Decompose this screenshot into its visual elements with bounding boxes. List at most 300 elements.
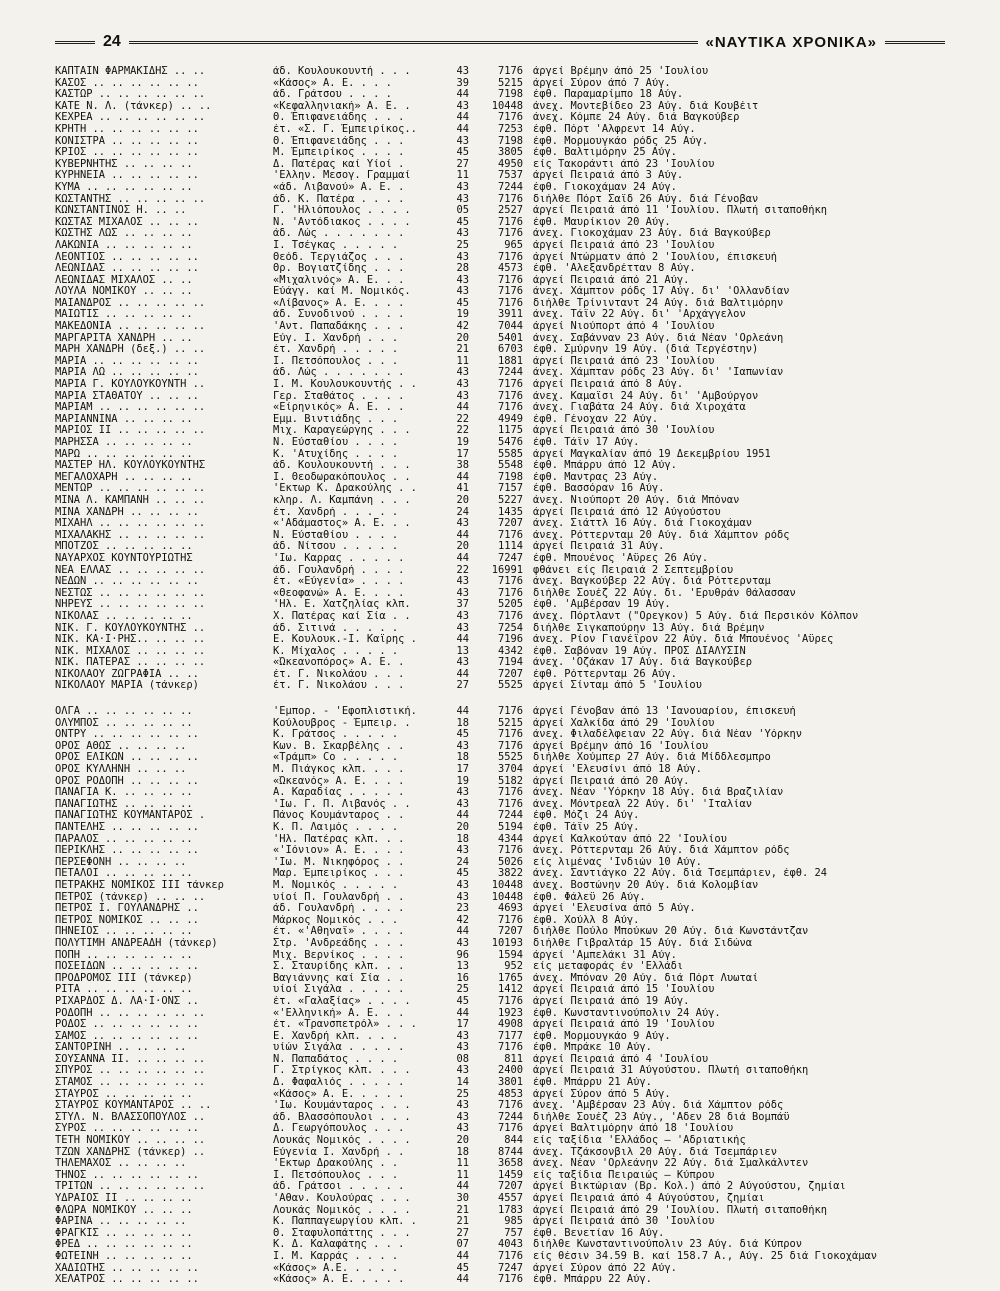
page-header [55, 32, 945, 52]
ship-year: 27 [456, 158, 469, 170]
ship-status: φθάνει είς Πειραιά 2 Σεπτεμβρίου [533, 564, 734, 576]
ship-status: έφθ. Μόζι 24 Αύγ. [533, 810, 640, 822]
ship-row [55, 541, 935, 553]
ship-tonnage: 7176 [497, 576, 523, 588]
ship-status: άνεχ. Χάμπταν ρόδς 23 Αύγ. δι' 'Ιαπωνίαν [533, 367, 784, 379]
ship-status: έφθ. Σαβόναν 19 Αύγ. ΠΡΟΣ ΔΙΑΛΥΣΙΝ [533, 645, 746, 657]
ship-owner: άδ. Γράτσοι . . . . . [273, 1181, 405, 1193]
ship-owner: Μάρκος Νομικός . . . [273, 914, 399, 926]
ship-name: ΠΑΝΤΕΛΗΣ .. .. .. .. .. [55, 822, 199, 833]
ship-owner: έτ. «Τρανσπετρόλ» . . . [273, 1019, 417, 1031]
ship-name: ΚΩΣΤΗΣ ΛΩΣ .. .. .. .. [55, 228, 193, 240]
ship-name: ΤΕΤΗ ΝΟΜΙΚΟΥ .. .. .. .. [55, 1135, 206, 1147]
ship-owner: Ν. Παπαδάτος . . . . [273, 1053, 399, 1065]
ship-owner: Ι. Πετσόπουλος . . . [273, 355, 399, 367]
ship-tonnage: 7176 [497, 587, 523, 599]
ship-year: 44 [456, 634, 469, 646]
ship-status: άνεχ. Πόρτλαντ ("Ορεγκον) 5 Αύγ. διά Περσικόν Κόλπον [533, 610, 859, 622]
ship-tonnage: 5476 [497, 437, 523, 448]
ship-tonnage: 4949 [497, 413, 523, 425]
page-number: 24 [103, 33, 121, 50]
header-rule-left [55, 41, 95, 44]
ship-tonnage: 7176 [497, 787, 523, 799]
ship-tonnage: 7198 [497, 89, 523, 101]
ship-status: έφθ. Μαντρας 23 Αύγ. [533, 471, 659, 483]
ship-name: ΦΛΩΡΑ ΝΟΜΙΚΟΥ .. .. .. [55, 1204, 193, 1216]
ship-tonnage: 6703 [497, 344, 523, 356]
ship-owner: Λουκάς Νομικός . . . . [273, 1204, 411, 1216]
ship-status: έφθ. Ρόττερνταμ 26 Αύγ. [533, 668, 677, 680]
ship-year: 43 [456, 181, 469, 193]
ship-owner: «άδ. Λιβανού» Α. Ε. . [273, 181, 405, 193]
ship-row [55, 576, 935, 588]
ship-year: 11 [456, 355, 469, 367]
ship-row [55, 194, 935, 206]
ship-name: ΜΑΡΓΑΡΙΤΑ ΧΑΝΔΡΗ .. .. [55, 332, 193, 344]
ship-tonnage: 5205 [497, 599, 523, 611]
ship-tonnage: 7157 [497, 483, 523, 495]
ship-row [55, 868, 935, 880]
ship-tonnage: 5525 [497, 680, 523, 692]
ship-row [55, 996, 935, 1008]
ship-row [55, 634, 935, 646]
ship-status: διήλθε Πόρτ Σαΐδ 26 Αύγ. διά Γένοβαν [533, 193, 759, 205]
ship-row [55, 333, 935, 345]
ship-row [55, 1112, 935, 1124]
ship-owner: Λουκάς Νομικός . . . . [273, 1135, 411, 1147]
ship-owner: Κων. Β. Σκαρβέλης . . [273, 740, 405, 752]
ship-status: άργεί Σύρον άπό 5 Αύγ. [533, 1088, 671, 1100]
ship-year: 44 [456, 123, 469, 135]
ship-name: ΝΙΚ. Γ. ΚΟΥΛΟΥΚΟΥΝΤΗΣ .. [55, 622, 206, 634]
ship-status: άργεί Πειραιά άπό 19 Αύγ. [533, 995, 690, 1007]
ship-tonnage: 7176 [497, 193, 523, 205]
ship-owner: Κ. Παππαγεωργίου κλπ. . [273, 1216, 417, 1228]
ship-year: 14 [456, 1077, 469, 1089]
ship-row [55, 599, 935, 611]
ship-name: ΣΑΝΤΟΡΙΝΗ .. .. .. .. [55, 1042, 187, 1054]
ship-row [55, 495, 935, 507]
ship-owner: 'Ηλ. Πατέρας κλπ. . . [273, 833, 405, 845]
ship-row [55, 1205, 935, 1217]
ship-name: ΟΝΤΡΥ .. .. .. .. .. .. [55, 729, 199, 741]
ship-year: 22 [456, 564, 469, 576]
ship-tonnage: 7176 [497, 390, 523, 402]
ship-status: άργεί Βαλτιμόρην άπό 18 'Ιουλίου [533, 1123, 734, 1135]
ship-owner: Βαγιάννης καί Σία . . [273, 972, 405, 984]
ship-row [55, 787, 935, 799]
section-gap [55, 692, 935, 706]
ship-year: 11 [456, 1169, 469, 1181]
ship-row [55, 1077, 935, 1089]
ship-status: έφθ. Φάλεϋ 26 Αύγ. [533, 891, 646, 903]
ship-tonnage: 7176 [497, 914, 523, 926]
ship-owner: «Τράμπ» Co . . . . . [273, 752, 399, 764]
ship-year: 25 [456, 239, 469, 251]
ship-row [55, 483, 935, 495]
ship-name: ΣΤΑΥΡΟΣ .. .. .. .. .. [55, 1088, 193, 1100]
ship-year: 43 [456, 657, 469, 669]
ship-tonnage: 7244 [497, 181, 523, 193]
ship-name: ΛΟΥΛΑ ΝΟΜΙΚΟΥ .. .. .. [55, 286, 193, 298]
ship-name: ΜΑΡΙΑ Γ. ΚΟΥΛΟΥΚΟΥΝΤΗ .. [55, 379, 206, 391]
ship-tonnage: 7176 [497, 1250, 523, 1262]
ship-status: άνεχ. Καμαΐσι 24 Αύγ. δι' 'Αμβούργον [533, 390, 759, 402]
ship-row [55, 1065, 935, 1077]
ship-name: ΝΗΡΕΥΣ .. .. .. .. .. .. [55, 599, 206, 611]
ship-name: ΜΕΝΤΩΡ .. .. .. .. .. .. [55, 483, 206, 495]
ship-tonnage: 3704 [497, 764, 523, 776]
ship-row [55, 810, 935, 822]
ship-row [55, 588, 935, 600]
ship-year: 20 [456, 541, 469, 553]
ship-tonnage: 7176 [497, 1274, 523, 1286]
ship-year: 18 [456, 833, 469, 845]
ship-row [55, 1042, 935, 1054]
ship-name: ΣΟΥΣΑΝΝΑ ΙΙ. .. .. .. .. [55, 1053, 206, 1065]
ship-row [55, 402, 935, 414]
ship-name: ΦΡΕΔ .. .. .. .. .. .. [55, 1239, 193, 1251]
ship-year: 17 [456, 764, 469, 776]
ship-year: 43 [456, 367, 469, 379]
ship-owner: έτ. Χανδρή . . . . . [273, 344, 399, 356]
ship-owner: Ι. Τσέγκας . . . . . [273, 239, 399, 251]
ship-name: ΠΕΤΡΟΣ (τάνκερ) .. .. .. [55, 891, 206, 903]
ship-row [55, 657, 935, 669]
ship-year: 96 [456, 949, 469, 961]
ship-owner: άδ. Λώς . . . . . . . [273, 367, 405, 379]
ship-year: 43 [456, 787, 469, 799]
ship-year: 45 [456, 868, 469, 880]
ship-row [55, 1170, 935, 1182]
ship-year: 45 [456, 729, 469, 741]
ship-row [55, 553, 935, 565]
ship-row [55, 1158, 935, 1170]
ship-row [55, 89, 935, 101]
ship-status: έφθ. Γένοχαν 22 Αύγ. [533, 413, 659, 425]
ship-year: 20 [456, 1135, 469, 1147]
ship-name: ΜΑΡΙΑΝΝΙΝΑ .. .. .. .. [55, 413, 193, 425]
ship-owner: Μιχ. Βερνίκος . . . . [273, 949, 405, 961]
ship-year: 39 [456, 77, 469, 89]
ship-name: ΜΠΟΤΖΟΣ .. .. .. .. .. [55, 541, 193, 553]
ship-owner: Έμμ. Βιντιάδης . . . [273, 413, 399, 425]
ship-year: 43 [456, 1030, 469, 1042]
ship-tonnage: 811 [504, 1053, 523, 1065]
ship-owner: 'Εκτωρ Δρακούλης . . [273, 1158, 399, 1170]
ship-row [55, 646, 935, 658]
ship-status: διήλθε Χούμπερ 27 Αύγ. διά Μίδδλεσμπρο [533, 752, 771, 764]
ship-owner: Γ. 'Ηλιόπουλος . . . . [273, 205, 411, 217]
ship-name: ΝΙΚ. ΚΑ·Ι·ΡΗΣ.. .. .. .. [55, 634, 206, 646]
ship-status: άνεχ. 'Αμβέρσαν 23 Αύγ. διά Χάμπτον ρόδς [533, 1100, 784, 1112]
ship-owner: Γ. Στρίγκος κλπ. . . . [273, 1065, 411, 1077]
ship-status: άνεχ. Ρίον Γιανέϊρον 22 Αύγ. διά Μπουένος 'Αϋρες [533, 634, 834, 646]
ship-tonnage: 965 [504, 239, 523, 251]
ship-row [55, 915, 935, 927]
ship-status: άργεί Πειραιά άπό 11 'Ιουλίου. Πλωτή σιταποθήκη [533, 205, 828, 217]
ship-status: άργεί Πειραιά άπό 23 'Ιουλίου [533, 355, 715, 367]
ship-status: άργεί Πειραιά άπό 29 'Ιουλίου. Πλωτή σιταποθήκη [533, 1204, 828, 1216]
ship-row [55, 460, 935, 472]
ship-tonnage: 7176 [497, 297, 523, 309]
ship-year: 21 [456, 344, 469, 356]
ship-owner: Ν. Εύσταθίου . . . . [273, 437, 399, 448]
ship-row [55, 752, 935, 764]
ship-tonnage: 7176 [497, 216, 523, 228]
ship-row [55, 344, 935, 356]
ship-name: ΣΥΡΟΣ .. .. .. .. .. .. [55, 1123, 199, 1135]
ship-tonnage: 7177 [497, 1030, 523, 1042]
ship-tonnage: 7176 [497, 1042, 523, 1054]
ship-row [55, 611, 935, 623]
ship-year: 43 [456, 379, 469, 391]
ship-status: άνεχ. Γιαβάτα 24 Αύγ. διά Χιροχάτα [533, 402, 746, 414]
ship-status: άνεχ. Νιούπορτ 20 Αύγ. διά Μπόναν [533, 494, 740, 506]
ship-year: 45 [456, 147, 469, 159]
ship-status: είς μεταφοράς έν 'Ελλάδι [533, 961, 684, 973]
ship-owner: 'Ελλην. Μεσογ. Γραμμαί [273, 170, 411, 182]
ship-year: 16 [456, 972, 469, 984]
ship-year: 43 [456, 66, 469, 77]
ship-year: 45 [456, 995, 469, 1007]
ship-row [55, 252, 935, 264]
ship-name: ΝΕΑ ΕΛΛΑΣ .. .. .. .. .. [55, 564, 206, 576]
ship-owner: 'Ιω. Καρρας . . . . . [273, 552, 405, 564]
ship-status: άνεχ. Κόμπε 24 Αύγ. διά Βαγκούβερ [533, 112, 740, 124]
ship-year: 08 [456, 1053, 469, 1065]
ship-owner: άδ. Βλασσόπουλοι . . . [273, 1111, 411, 1123]
ship-status: είς Τακοράντι άπό 23 'Ιουλίου [533, 158, 715, 170]
ship-tonnage: 7176 [497, 112, 523, 124]
ship-owner: κληρ. Λ. Καμπάνη . . . [273, 494, 411, 506]
ship-tonnage: 1459 [497, 1169, 523, 1181]
ship-owner: άδ. Κουλουκουντή . . . [273, 66, 411, 77]
ship-row [55, 275, 935, 287]
ship-name: ΛΕΟΝΤΙΟΣ .. .. .. .. .. [55, 251, 199, 263]
ship-name: ΡΙΤΑ .. .. .. .. .. .. [55, 984, 193, 996]
ship-name: ΠΕΤΑΛΟΙ .. .. .. .. .. [55, 868, 193, 880]
ship-tonnage: 5026 [497, 856, 523, 868]
ship-status: άργεί Νιούπορτ άπό 4 'Ιουλίου [533, 321, 715, 333]
ship-tonnage: 7176 [497, 251, 523, 263]
ship-owner: έτ. «Γαλαξίας» . . . . [273, 995, 411, 1007]
ship-year: 30 [456, 1193, 469, 1204]
ship-status: έφθ. Μαυρίκιον 20 Αύγ. [533, 216, 671, 228]
ship-tonnage: 5215 [497, 717, 523, 729]
ship-status: είς ταξίδια Πειραιώς — Κύπρου [533, 1169, 715, 1181]
ship-name: ΧΑΔΙΩΤΗΣ .. .. .. .. .. [55, 1262, 199, 1274]
ship-year: 38 [456, 460, 469, 472]
ship-tonnage: 7176 [497, 66, 523, 77]
ship-row [55, 1054, 935, 1066]
ship-tonnage: 7244 [497, 810, 523, 822]
ship-year: 44 [456, 89, 469, 101]
ship-year: 23 [456, 903, 469, 915]
ship-status: έφθ. Μπάρρυ 21 Αύγ. [533, 1077, 652, 1089]
ship-owner: Κ. Π. Λαιμός . . . . [273, 822, 399, 833]
ship-year: 11 [456, 170, 469, 182]
ship-year: 43 [456, 1111, 469, 1123]
ship-row [55, 1135, 935, 1147]
ship-owner: άδ. Γουλανδρή . . . . [273, 903, 405, 915]
ship-name: ΣΑΜΟΣ .. .. .. .. .. .. [55, 1030, 199, 1042]
ship-row [55, 1019, 935, 1031]
ship-status: άργεί Χαλκίδα άπό 29 'Ιουλίου [533, 717, 715, 729]
ship-status: έφθ. Πόρτ 'Αλφρεντ 14 Αύγ. [533, 123, 696, 135]
ship-owner: Μιχ. Καραγεώργης . . . [273, 425, 411, 437]
ship-owner: 'Ιω. Γ. Π. Λιβανός . . [273, 798, 411, 810]
ship-name: ΜΑΡΙΑ ΣΤΑΘΑΤΟΥ .. .. .. [55, 390, 199, 402]
ship-owner: άδ. Κουλουκουντή . . . [273, 460, 411, 472]
ship-owner: «Θεοφανώ» Α. Ε. . . . [273, 587, 405, 599]
ship-status: άνεχ. Ρόττερνταμ 20 Αύγ. διά Χάμπτον ρόδς [533, 529, 790, 541]
ship-status: είς λιμένας 'Ινδιών 10 Αύγ. [533, 856, 702, 868]
ship-name: ΜΙΝΑ Λ. ΚΑΜΠΑΝΗ .. .. .. [55, 494, 206, 506]
ship-year: 21 [456, 1204, 469, 1216]
ship-status: άργεί Καλκούταν άπό 22 'Ιουλίου [533, 833, 727, 845]
ship-name: ΜΙΝΑ ΧΑΝΔΡΗ .. .. .. .. [55, 506, 199, 518]
ship-tonnage: 7176 [497, 995, 523, 1007]
ship-owner: 'Ηλ. Ε. Χατζηλίας κλπ. [273, 599, 411, 611]
ship-tonnage: 4853 [497, 1088, 523, 1100]
ship-name: ΡΟΔΟΣ .. .. .. .. .. .. [55, 1019, 199, 1031]
ship-tonnage: 7176 [497, 1123, 523, 1135]
ship-owner: «Κεφαλληνιακή» Α. Ε. . [273, 100, 411, 112]
ship-row [55, 1274, 935, 1286]
ship-owner: Θρ. Βογιατζίδης . . . [273, 263, 405, 275]
ship-status: άργεί Πειραιά άπό 21 Αύγ. [533, 274, 690, 286]
ship-row [55, 1008, 935, 1020]
ship-row [55, 799, 935, 811]
ship-year: 44 [456, 112, 469, 124]
ship-owner: Ι. Μ. Κουλουκουντής . . [273, 379, 417, 391]
ship-tonnage: 1594 [497, 949, 523, 961]
ship-owner: Θ. Σταφυλοπάττης . . . [273, 1227, 411, 1239]
ship-name: ΣΤΑΜΟΣ .. .. .. .. .. .. [55, 1077, 206, 1089]
ship-name: ΠΑΝΑΓΙΩΤΗΣ .. .. .. .. [55, 798, 193, 810]
ship-year: 44 [456, 810, 469, 822]
ship-owner: «Μιχαλινός» Α. Ε. . . [273, 274, 405, 286]
ship-year: 43 [456, 1042, 469, 1054]
ship-owner: «Λίβανος» Α. Ε. . . . [273, 297, 405, 309]
ship-year: 43 [456, 891, 469, 903]
ship-name: ΝΕΣΤΩΣ .. .. .. .. .. .. [55, 587, 206, 599]
ship-status: άργεί Μαγκαλίαν άπό 19 Δεκεμβρίου 1951 [533, 448, 771, 460]
ship-name: ΚΟΝΙΣΤΡΑ .. .. .. .. .. [55, 135, 199, 147]
ship-row [55, 938, 935, 950]
ship-tonnage: 1765 [497, 972, 523, 984]
ship-tonnage: 16991 [491, 564, 523, 576]
ship-year: 44 [456, 1274, 469, 1286]
ship-tonnage: 4693 [497, 903, 523, 915]
ship-name: ΜΑΙΑΝΔΡΟΣ .. .. .. .. .. [55, 297, 206, 309]
ship-owner: υίών Σιγάλα . . . . . [273, 1042, 405, 1054]
ship-year: 07 [456, 1239, 469, 1251]
ship-status: άργεί Πειραιά άπό 20 Αύγ. [533, 775, 690, 787]
ship-tonnage: 7254 [497, 622, 523, 634]
ship-tonnage: 7176 [497, 529, 523, 541]
ship-owner: έτ. «Σ. Γ. Έμπειρίκος.. [273, 123, 417, 135]
ship-row [55, 298, 935, 310]
ship-status: έφθ. 'Αμβέρσαν 19 Αύγ. [533, 599, 671, 611]
ship-owner: «'Ελληνική» Α. Ε. . . [273, 1007, 405, 1019]
ship-owner: άδ. Νίτσου . . . . . [273, 541, 399, 553]
ship-owner: έτ. «Εύγενία» . . . . [273, 576, 405, 588]
ship-status: άργεί Πειραιά άπό 15 'Ιουλίου [533, 984, 715, 996]
ship-status: διήλθε Τρίνινταντ 24 Αύγ. διά Βαλτιμόρην [533, 297, 784, 309]
ship-name: ΤΗΛΕΜΑΧΟΣ .. .. .. .. [55, 1158, 187, 1170]
ship-name: ΝΕΔΩΝ .. .. .. .. .. .. [55, 576, 199, 588]
ship-row [55, 892, 935, 904]
ship-tonnage: 4573 [497, 263, 523, 275]
ship-status: άργεί Πειραιά άπό 8 Αύγ. [533, 379, 684, 391]
ship-year: 43 [456, 879, 469, 891]
ship-row [55, 66, 935, 78]
ship-tonnage: 3801 [497, 1077, 523, 1089]
ship-year: 27 [456, 1227, 469, 1239]
ship-year: 43 [456, 937, 469, 949]
ship-status: έφθ. Τάϊν 17 Αύγ. [533, 437, 640, 448]
ship-name: ΚΥΡΗΝΕΙΑ .. .. .. .. .. [55, 170, 199, 182]
ship-year: 13 [456, 961, 469, 973]
ship-tonnage: 1881 [497, 355, 523, 367]
ship-owner: «Ώκεανοπόρος» Α. Ε. . [273, 657, 405, 669]
ship-tonnage: 7244 [497, 1111, 523, 1123]
ship-name: ΠΕΤΡΟΣ ΝΟΜΙΚΟΣ .. .. .. [55, 914, 199, 926]
ship-name: ΜΕΓΑΛΟΧΑΡΗ .. .. .. .. [55, 471, 193, 483]
ship-name: ΠΟΣΕΙΔΩΝ .. .. .. .. .. [55, 961, 199, 973]
ship-owner: «Κάσος» Α. Ε. . . . . [273, 1274, 405, 1286]
ship-status: έφθ. Κωνσταντινούπολιν 24 Αύγ. [533, 1007, 721, 1019]
ship-tonnage: 7176 [497, 845, 523, 857]
ship-owner: Δ. Γεωργόπουλος . . . [273, 1123, 405, 1135]
ship-tonnage: 5401 [497, 332, 523, 344]
ship-name: ΚΡΙΟΣ .. .. .. .. .. .. [55, 147, 199, 159]
ship-tonnage: 7176 [497, 228, 523, 240]
ship-status: άργεί Σύρον άπό 22 Αύγ. [533, 1262, 677, 1274]
ship-status: έφθ. Βαλτιμόρην 25 Αύγ. [533, 147, 677, 159]
ship-year: 19 [456, 309, 469, 321]
ship-tonnage: 2400 [497, 1065, 523, 1077]
ship-name: ΝΑΥΑΡΧΟΣ ΚΟΥΝΤΟΥΡΙΩΤΗΣ [55, 552, 193, 564]
ship-name: ΚΕΧΡΕΑ .. .. .. .. .. .. [55, 112, 206, 124]
ship-row [55, 718, 935, 730]
ship-row [55, 565, 935, 577]
ship-row [55, 437, 935, 449]
ship-status: άνεχ. Τάϊν 22 Αύγ. δι' 'Αρχάγγελον [533, 309, 746, 321]
ship-row [55, 530, 935, 542]
ship-tonnage: 5215 [497, 77, 523, 89]
ship-name: ΜΑΚΕΔΟΝΙΑ .. .. .. .. .. [55, 321, 206, 333]
ship-status: άργεί Πειραιά άπό 3 Αύγ. [533, 170, 684, 182]
ship-name: ΤΗΝΟΣ .. .. .. .. .. .. [55, 1169, 199, 1181]
ship-status: άργεί 'Ελευσίνι άπό 18 Αύγ. [533, 764, 702, 776]
ship-tonnage: 5182 [497, 775, 523, 787]
ship-owner: υίοί Σιγάλα . . . . . [273, 984, 405, 996]
ship-year: 43 [456, 100, 469, 112]
ship-owner: Μ. Νομικός . . . . . [273, 879, 399, 891]
ship-name: ΜΑΡΙΑ .. .. .. .. .. .. [55, 355, 199, 367]
ship-row [55, 1239, 935, 1251]
ship-year: 44 [456, 529, 469, 541]
ship-status: έφθ. Παραμαρίμπο 18 Αύγ. [533, 89, 684, 101]
ship-owner: Ι. Θεοδωρακόπουλος . . [273, 471, 411, 483]
ship-name: ΜΙΧΑΗΛ .. .. .. .. .. .. [55, 518, 206, 530]
ship-owner: Κ. Μίχαλος . . . . . [273, 645, 399, 657]
ship-owner: άδ. Γράτσου . . . . [273, 89, 392, 101]
ship-year: 44 [456, 1181, 469, 1193]
